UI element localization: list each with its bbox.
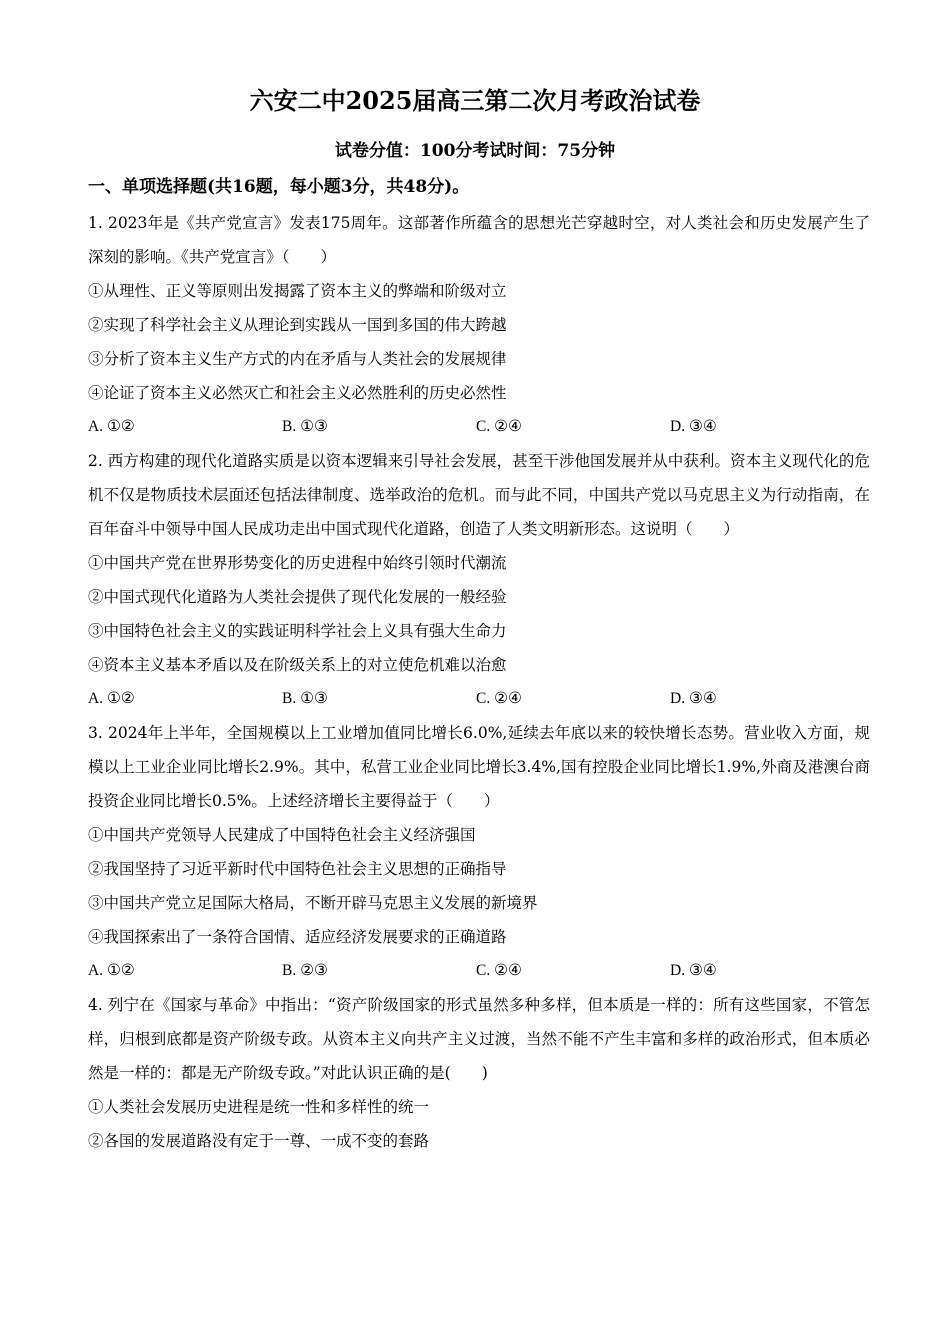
statement: ②实现了科学社会主义从理论到实践从一国到多国的伟大跨越 (88, 316, 507, 334)
choice-d: D. ③④ (670, 418, 717, 435)
choice-a: A. ①② (88, 690, 135, 707)
choice-c: C. ②④ (476, 690, 522, 707)
statement: ①中国共产党在世界形势变化的历史进程中始终引领时代潮流 (88, 554, 507, 572)
choice-c: C. ②④ (476, 962, 522, 979)
question-1 (88, 206, 870, 444)
question-stem: 1. 2023年是《共产党宣言》发表175周年。这部著作所蕴含的思想光芒穿越时空，对人类社会和历史发展产生了深刻的影响。《共产党宣言》（ ） (88, 214, 870, 266)
question-stem: 3. 2024年上半年，全国规模以上工业增加值同比增长6.0%,延续去年底以来的较快增长态势。营业收入方面，规模以上工业企业同比增长2.9%。其中，私营工业企业同比增长3.4%,国有控股企业同比增长1.9%,外商及港澳台商投资企业同比增长0.5%。上述经济增长主要得益于（ ） (88, 724, 870, 810)
statement: ①人类社会发展历史进程是统一性和多样性的统一 (88, 1098, 430, 1116)
statement: ④我国探索出了一条符合国情、适应经济发展要求的正确道路 (88, 928, 507, 946)
statement: ②我国坚持了习近平新时代中国特色社会主义思想的正确指导 (88, 860, 507, 878)
statement: ④论证了资本主义必然灭亡和社会主义必然胜利的历史必然性 (88, 384, 507, 402)
exam-subtitle: 试卷分值：100分考试时间：75分钟 (334, 141, 616, 161)
answer-choices (88, 410, 870, 444)
statement: ①中国共产党领导人民建成了中国特色社会主义经济强国 (88, 826, 476, 844)
question-stem: 2. 西方构建的现代化道路实质是以资本逻辑来引导社会发展，甚至干涉他国发展并从中获利。资本主义现代化的危机不仅是物质技术层面还包括法律制度、选举政治的危机。而与此不同，中国共产党以马克思主义为行动指南，在百年奋斗中领导中国人民成功走出中国式现代化道路，创造了人类文明新形态。这说明（ ） (88, 452, 870, 538)
statement: ③中国特色社会主义的实践证明科学社会上义具有强大生命力 (88, 622, 507, 640)
statement: ②各国的发展道路没有定于一尊、一成不变的套路 (88, 1132, 430, 1150)
statement: ①从理性、正义等原则出发揭露了资本主义的弊端和阶级对立 (88, 282, 507, 300)
choice-a: A. ①② (88, 418, 135, 435)
question-4 (88, 988, 870, 1158)
question-2 (88, 444, 870, 716)
choice-b: B. ①③ (282, 690, 328, 707)
statement: ③中国共产党立足国际大格局，不断开辟马克思主义发展的新境界 (88, 894, 538, 912)
statement: ②中国式现代化道路为人类社会提供了现代化发展的一般经验 (88, 588, 507, 606)
statement: ④资本主义基本矛盾以及在阶级关系上的对立使危机难以治愈 (88, 656, 507, 674)
choice-b: B. ①③ (282, 418, 328, 435)
section-heading: 一、单项选择题(共16题，每小题3分，共48分)。 (88, 177, 470, 197)
answer-choices (88, 954, 870, 988)
answer-choices (88, 682, 870, 716)
question-3 (88, 716, 870, 988)
statement: ③分析了资本主义生产方式的内在矛盾与人类社会的发展规律 (88, 350, 507, 368)
choice-d: D. ③④ (670, 690, 717, 707)
question-list (88, 206, 870, 1158)
choice-d: D. ③④ (670, 962, 717, 979)
choice-b: B. ②③ (282, 962, 328, 979)
choice-c: C. ②④ (476, 418, 522, 435)
exam-title: 六安二中2025届高三第二次月考政治试卷 (249, 86, 701, 115)
question-stem: 4. 列宁在《国家与革命》中指出：“资产阶级国家的形式虽然多种多样，但本质是一样的：所有这些国家，不管怎样，归根到底都是资产阶级专政。从资本主义向共产主义过渡，当然不能不产生丰富和多样的政治形式，但本质必然是一样的：都是无产阶级专政。”对此认识正确的是( ) (88, 996, 870, 1082)
choice-a: A. ①② (88, 962, 135, 979)
